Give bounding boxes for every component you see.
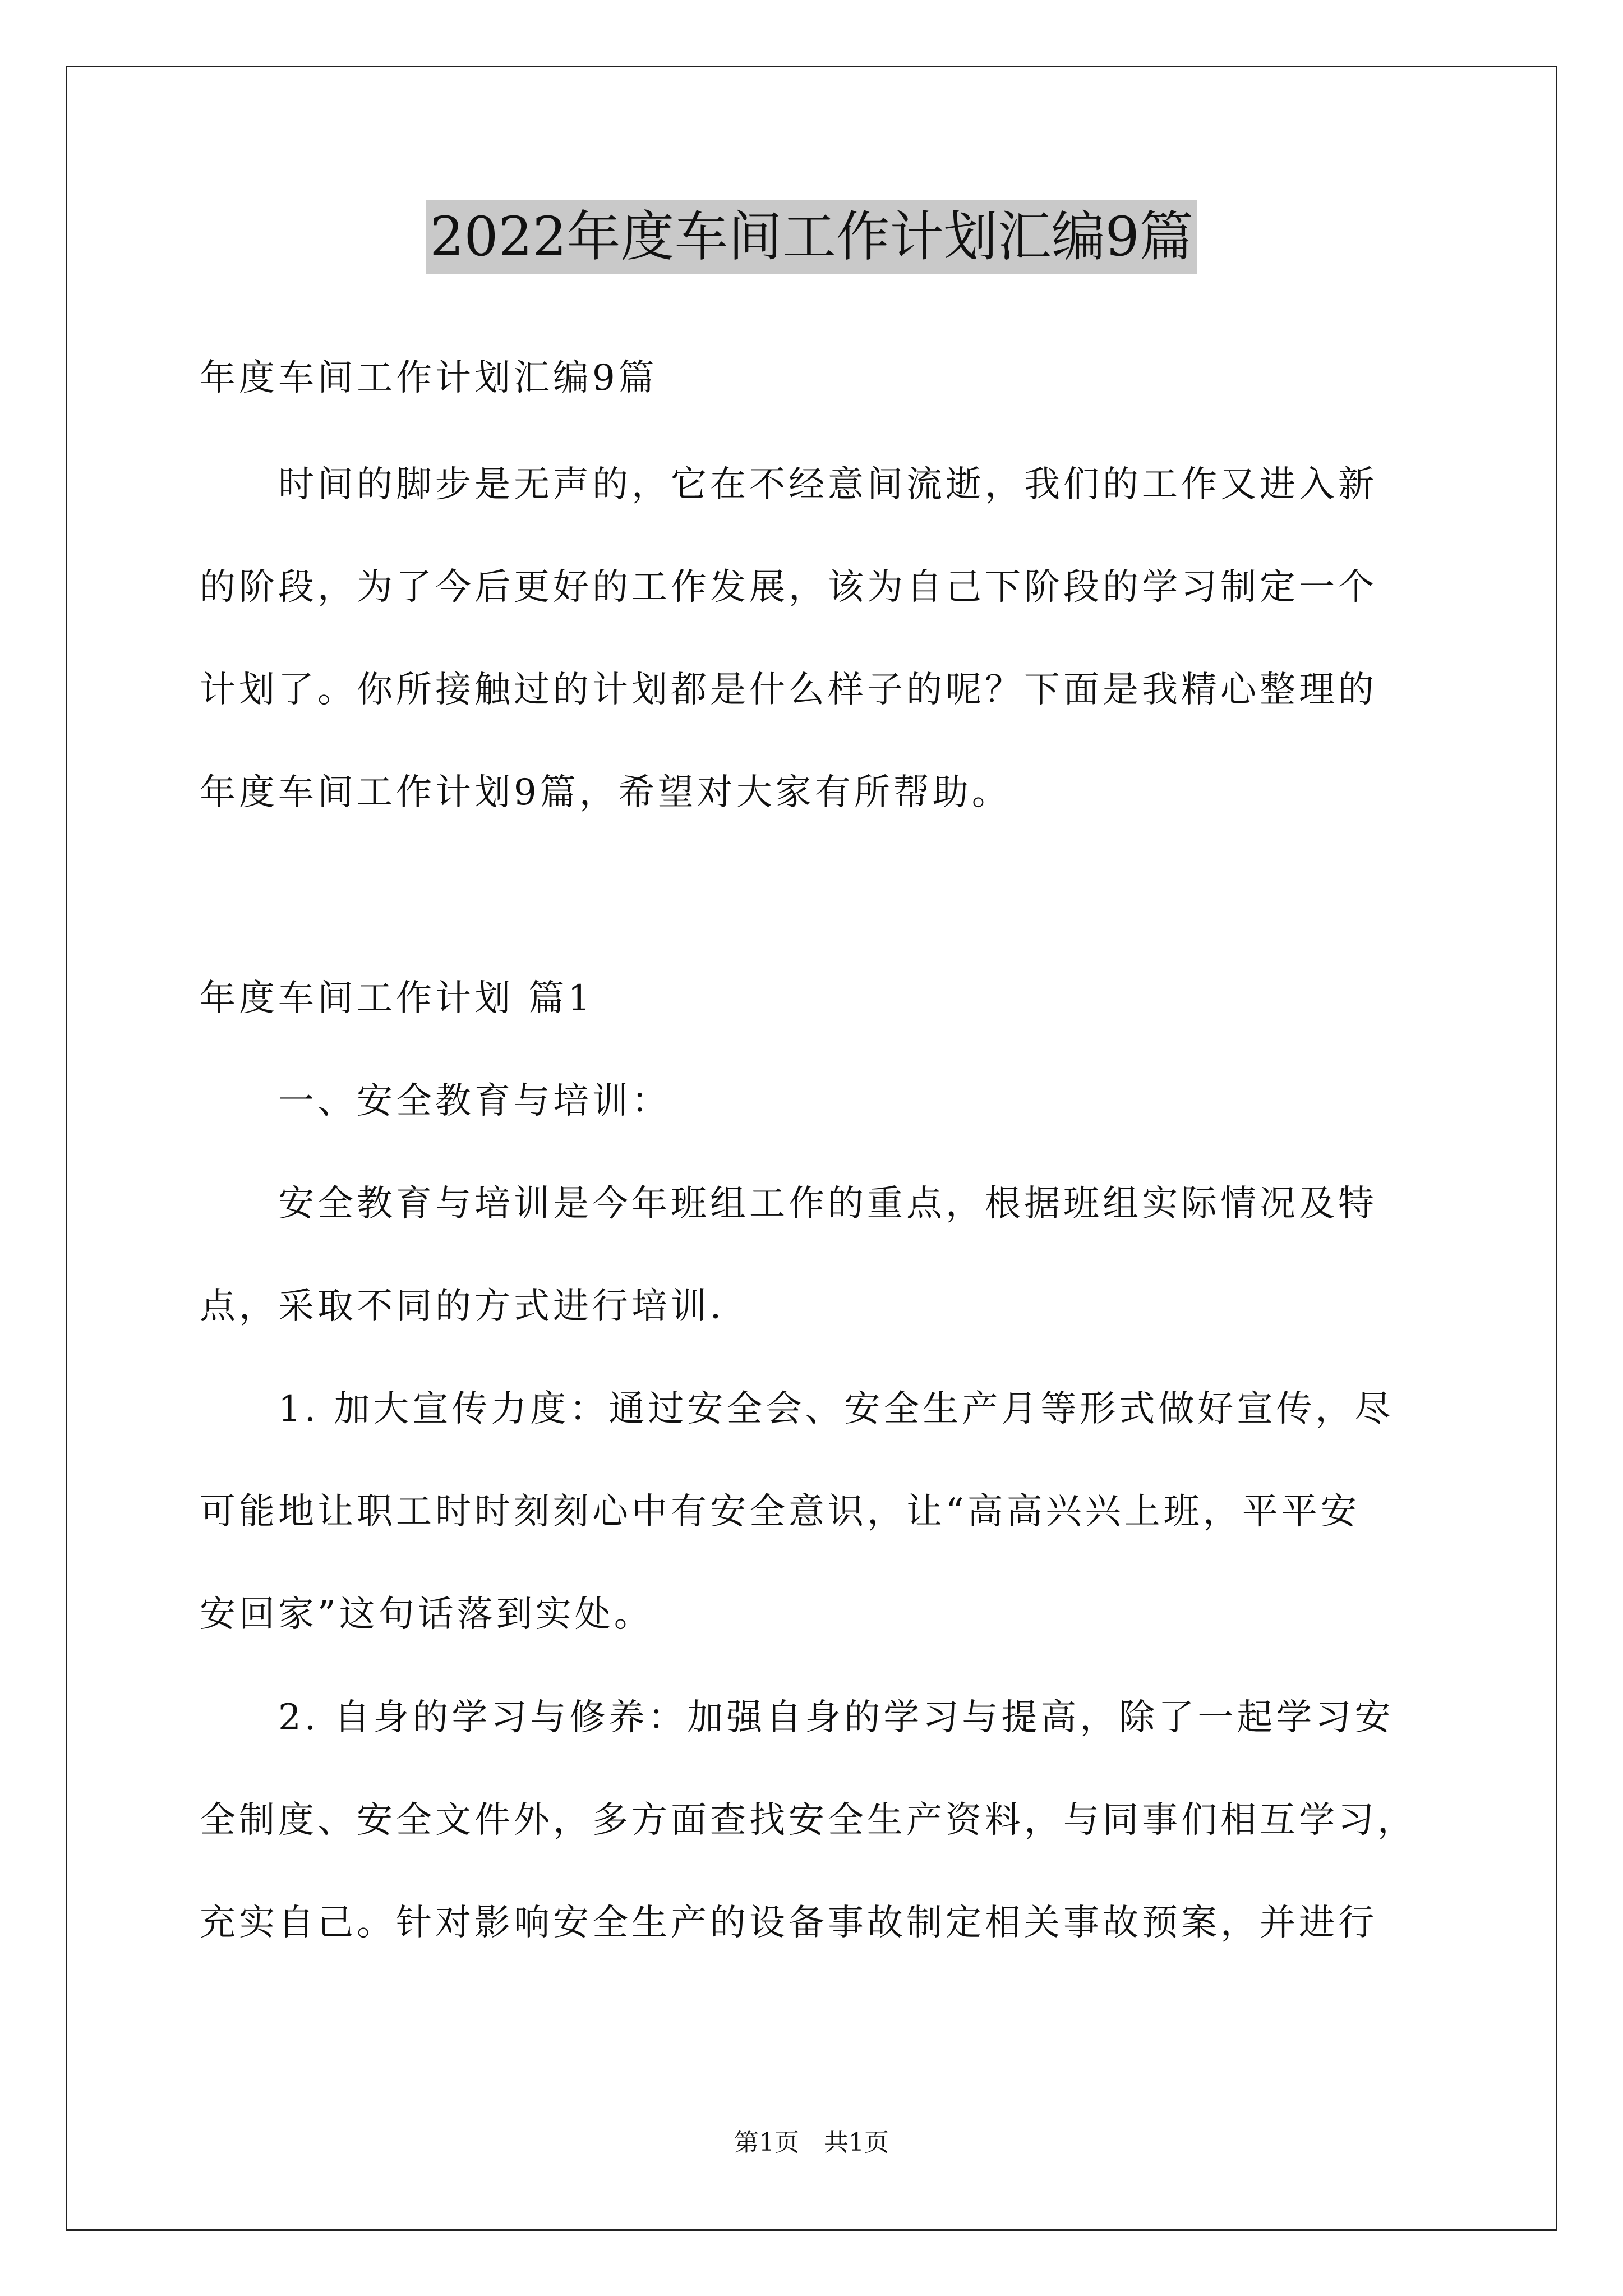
- subtitle-line: 年度车间工作计划汇编9篇: [200, 357, 658, 399]
- body-line: 点，采取不同的方式进行培训．: [200, 1286, 749, 1327]
- body-line: 充实自己。针对影响安全生产的设备事故制定相关事故预案，并进行: [200, 1902, 1377, 1944]
- body-line: 可能地让职工时时刻刻心中有安全意识，让“高高兴兴上班，平平安: [200, 1491, 1360, 1533]
- body-line: 安回家”这句话落到实处。: [200, 1594, 653, 1635]
- body-line: 年度车间工作计划9篇，希望对大家有所帮助。: [200, 772, 1011, 813]
- title-container: [0, 200, 1623, 274]
- body-line: 安全教育与培训是今年班组工作的重点，根据班组实际情况及特: [200, 1183, 1377, 1225]
- body-line: 一、安全教育与培训：: [200, 1080, 671, 1122]
- body-line: 2. 自身的学习与修养：加强自身的学习与提高，除了一起学习安: [200, 1697, 1394, 1738]
- body-line: 计划了。你所接触过的计划都是什么样子的呢？下面是我精心整理的: [200, 669, 1377, 711]
- document-title: 2022年度车间工作计划汇编9篇: [426, 200, 1196, 274]
- page-footer: 第1页 共1页: [734, 2128, 889, 2157]
- body-line: 时间的脚步是无声的，它在不经意间流逝，我们的工作又进入新: [200, 464, 1377, 505]
- section-heading: 年度车间工作计划 篇1: [200, 978, 594, 1019]
- body-line: 的阶段，为了今后更好的工作发展，该为自己下阶段的学习制定一个: [200, 567, 1377, 608]
- body-line: 全制度、安全文件外，多方面查找安全生产资料，与同事们相互学习，: [200, 1800, 1417, 1841]
- body-line: 1. 加大宣传力度：通过安全会、安全生产月等形式做好宣传，尽: [200, 1388, 1394, 1430]
